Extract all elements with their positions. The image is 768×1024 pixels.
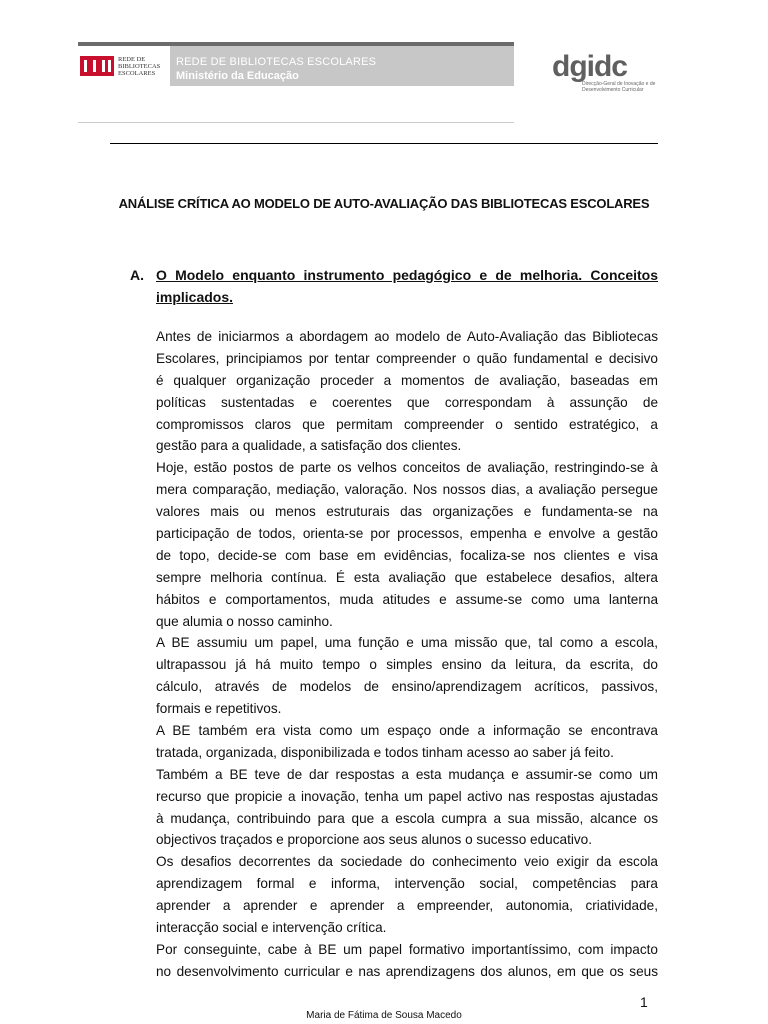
body-line: participação de todos, orienta-se por processos, empenha e envolve a gestão <box>156 526 658 542</box>
body-line: A BE assumiu um papel, uma função e uma missão que, tal como a escola, <box>156 635 658 651</box>
body-line: interacção social e intervenção crítica. <box>156 920 387 936</box>
dgidc-logo-subtitle: Direcção-Geral de Inovação e de Desenvolvimento Curricular <box>582 81 656 93</box>
body-line: no desenvolvimento curricular e nas aprendizagens dos alunos, em que os seus <box>156 963 658 979</box>
body-line: Por conseguinte, cabe à BE um papel formativo importantíssimo, com impacto <box>156 941 658 957</box>
section-heading-line-1: O Modelo enquanto instrumento pedagógico e de melhoria. Conceitos <box>156 267 658 283</box>
dgidc-logo <box>552 50 666 94</box>
section-heading-line-2: implicados. <box>156 289 234 305</box>
body-line: de topo, decide-se com base em evidências, focaliza-se nos clientes e visa <box>156 547 658 563</box>
body-line: tratada, organizada, disponibilizada e todos tinham acesso ao saber já feito. <box>156 744 614 760</box>
header-underline <box>78 122 514 123</box>
body-line: ultrapassou já há muito tempo o simples ensino da leitura, da escrita, do <box>156 657 658 673</box>
header-banner <box>78 42 514 86</box>
rbe-logo-text: REDE DE BIBLIOTECAS ESCOLARES <box>118 56 161 77</box>
network-name: REDE DE BIBLIOTECAS ESCOLARES <box>176 56 377 68</box>
section-letter: A. <box>130 267 144 283</box>
body-line: Hoje, estão postos de parte os velhos conceitos de avaliação, restringindo-se à <box>156 460 658 476</box>
rbe-logo <box>78 46 170 86</box>
body-line: objectivos traçados e proporcione aos seus alunos o sucesso educativo. <box>156 832 593 848</box>
body-line: gestão para a qualidade, a satisfação dos clientes. <box>156 438 462 454</box>
body-line: recurso que propicie a inovação, tenha um papel activo nas respostas ajustadas <box>156 788 658 804</box>
header-rule <box>110 143 658 144</box>
body-line: sempre melhoria contínua. É esta avaliação que estabelece desafios, altera <box>156 569 658 585</box>
body-line: valores mais ou menos estruturais das organizações e fundamenta-se na <box>156 504 658 520</box>
body-line: Também a BE teve de dar respostas a esta mudança e assumir-se como um <box>156 766 658 782</box>
body-line: formais e repetitivos. <box>156 701 282 717</box>
body-line: Os desafios decorrentes da sociedade do conhecimento veio exigir da escola <box>156 854 658 870</box>
network-band <box>170 46 514 86</box>
dgidc-logo-word: dgidc <box>552 50 627 83</box>
ministry-name: Ministério da Educação <box>176 70 299 82</box>
body-line: Escolares, principiamos por tentar compreender o quão fundamental e decisivo <box>156 350 658 366</box>
body-line: à mudança, contribuindo para que a escola cumpra a sua missão, alcance os <box>156 810 658 826</box>
body-line: políticas sustentadas e coerentes que correspondam à assunção de <box>156 394 658 410</box>
body-line: A BE também era vista como um espaço onde a informação se encontrava <box>156 723 658 739</box>
body-line: Antes de iniciarmos a abordagem ao modelo de Auto-Avaliação das Bibliotecas <box>156 329 658 344</box>
page-number: 1 <box>640 994 648 1010</box>
body-line: que alumia o nosso caminho. <box>156 613 333 629</box>
body-line: cálculo, através de modelos de ensino/aprendizagem acríticos, passivos, <box>156 679 658 695</box>
body-line: aprendizagem formal e informa, intervenção social, competências para <box>156 876 658 892</box>
document-title: ANÁLISE CRÍTICA AO MODELO DE AUTO-AVALIAÇÃO DAS BIBLIOTECAS ESCOLARES <box>118 196 650 211</box>
body-line: é qualquer organização proceder a momentos de avaliação, baseadas em <box>156 372 658 388</box>
body-line: hábitos e comportamentos, muda atitudes e assume-se como uma lanterna <box>156 591 658 607</box>
body-line: mera comparação, mediação, valoração. Nos nossos dias, a avaliação persegue <box>156 482 658 498</box>
body-line: aprender a aprender e aprender a empreender, autonomia, criatividade, <box>156 898 658 914</box>
body-text <box>156 326 658 983</box>
rbe-logo-mark <box>80 56 114 76</box>
footer-author: Maria de Fátima de Sousa Macedo <box>306 1010 462 1021</box>
body-line: compromissos claros que permitam compreender o sentido estratégico, a <box>156 416 658 432</box>
